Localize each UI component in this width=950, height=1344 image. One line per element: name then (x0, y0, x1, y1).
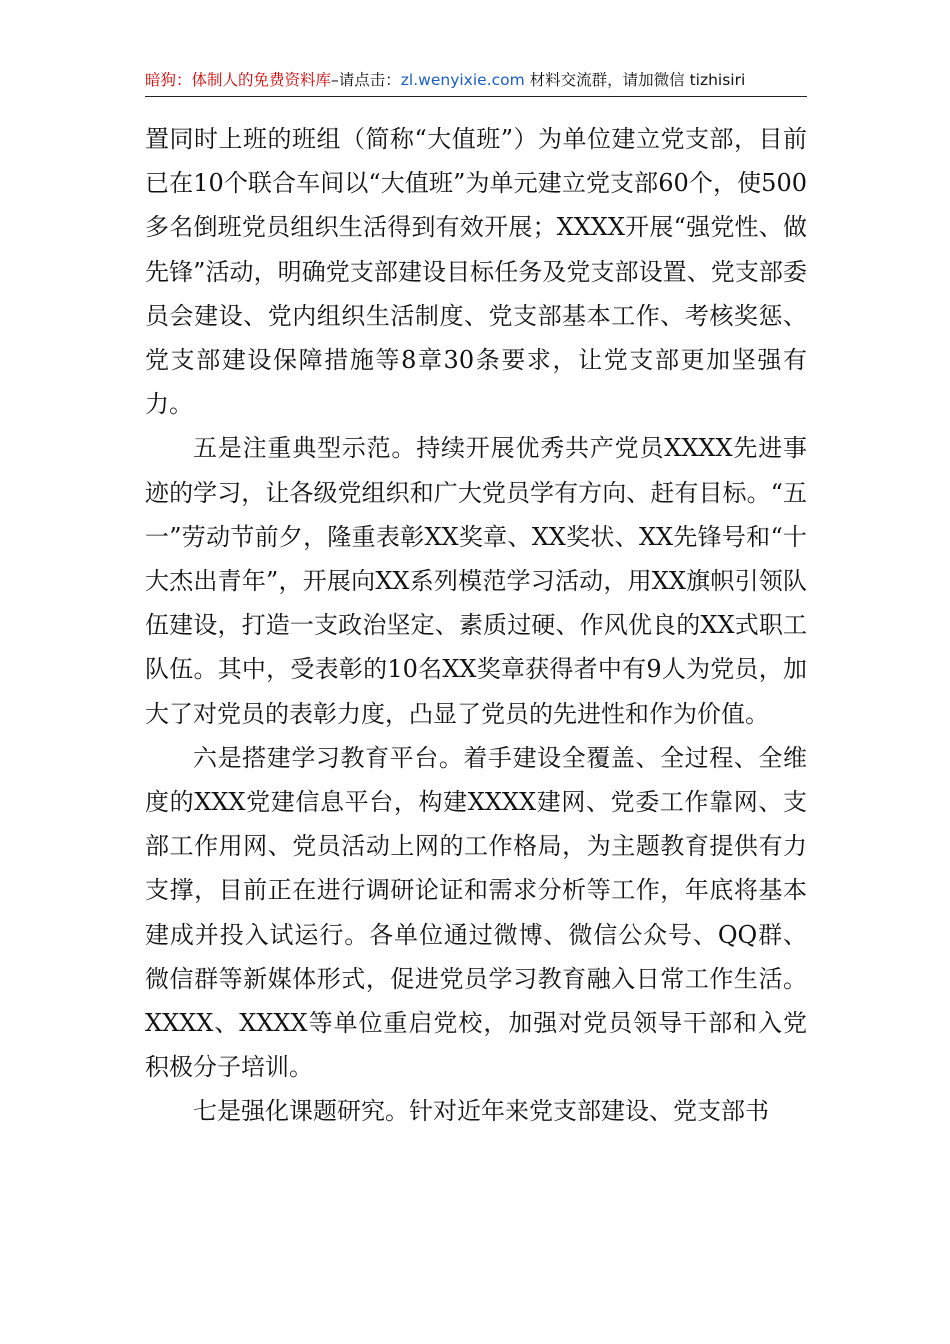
paragraph-continued: 置同时上班的班组（简称“大值班”）为单位建立党支部，目前已在10个联合车间以“大值班”为单元建立党支部60个，使500多名倒班党员组织生活得到有效开展；XXXX开展“强党性、做先锋”活动，明确党支部建设目标任务及党支部设置、党支部委员会建设、党内组织生活制度、党支部基本工作、考核奖惩、党支部建设保障措施等8章30条要求，让党支部更加坚强有力。 (145, 125, 807, 419)
paragraph-topic-research: 七是强化课题研究。针对近年来党支部建设、党支部书 (193, 1097, 769, 1126)
header-prompt: –请点击： (331, 71, 401, 89)
paragraph-learning-platform: 六是搭建学习教育平台。着手建设全覆盖、全过程、全维度的XXX党建信息平台，构建XXXX建网、党委工作靠网、支部工作用网、党员活动上网的工作格局，为主题教育提供有力支撑，目前正在进行调研论证和需求分析等工作，年底将基本建成并投入试运行。各单位通过微博、微信公众号、QQ群、微信群等新媒体形式，促进党员学习教育融入日常工作生活。XXXX、XXXX等单位重启党校，加强对党员领导干部和入党积极分子培训。 (145, 743, 807, 1082)
header-wechat-note: 材料交流群，请加微信 tizhisiri (524, 71, 746, 89)
header-link[interactable]: zl.wenyixie.com (400, 71, 525, 89)
document-body (145, 117, 807, 1134)
header-brand: 暗狗：体制人的免费资料库 (145, 71, 332, 89)
paragraph-typical-demonstration: 五是注重典型示范。持续开展优秀共产党员XXXX先进事迹的学习，让各级党组织和广大党员学有方向、赶有目标。“五一”劳动节前夕，隆重表彰XX奖章、XX奖状、XX先锋号和“十大杰出青年”，开展向XX系列模范学习活动，用XX旗帜引领队伍建设，打造一支政治坚定、素质过硬、作风优良的XX式职工队伍。其中，受表彰的10名XX奖章获得者中有9人为党员，加大了对党员的表彰力度，凸显了党员的先进性和作为价值。 (145, 434, 807, 728)
page-header (145, 66, 807, 97)
